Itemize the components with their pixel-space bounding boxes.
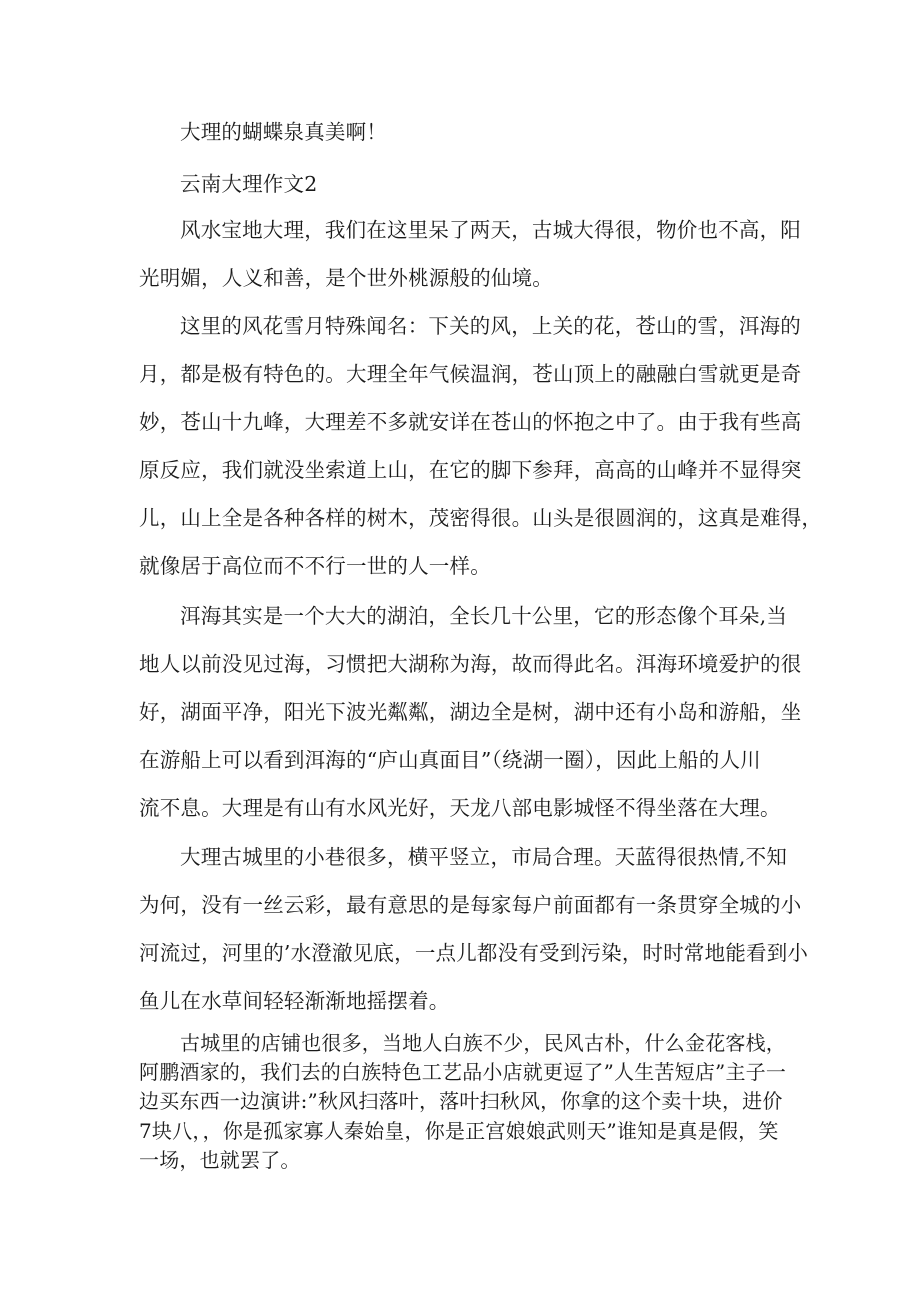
- text-line: 边买东西一边演讲:”秋风扫落叶，落叶扫秋风，你拿的这个卖十块，进价: [139, 1089, 783, 1114]
- paragraph: [139, 302, 823, 590]
- text-line: 一场，也就罢了。: [139, 1147, 301, 1172]
- text-line: 月，都是极有特色的。大理全年气候温润，苍山顶上的融融白雪就更是奇: [139, 362, 802, 386]
- text-line: 风水宝地大理，我们在这里呆了两天，古城大得很，物价也不高，阳: [180, 218, 801, 242]
- paragraph: [139, 592, 802, 832]
- text-line: 鱼儿在水草间轻轻渐渐地摇摆着。: [139, 989, 450, 1013]
- text-line: 在游船上可以看到洱海的“庐山真面目”（绕湖一圈），因此上船的人川: [139, 748, 761, 772]
- text-line: 妙，苍山十九峰，大理差不多就安详在苍山的怀抱之中了。由于我有些高: [139, 410, 802, 434]
- text-line: 光明媚，人义和善，是个世外桃源般的仙境。: [139, 266, 553, 290]
- paragraph: [139, 206, 799, 302]
- text-line: 流不息。大理是有山有水风光好，天龙八部电影城怪不得坐落在大理。: [139, 796, 781, 820]
- text-line: 河流过，河里的’水澄澈见底，一点儿都没有受到污染，时时常地能看到小: [139, 941, 809, 965]
- text-line: 这里的风花雪月特殊闻名：下关的风，上关的花，苍山的雪，洱海的: [180, 314, 801, 338]
- text-line: 儿，山上全是各种各样的树木，茂密得很。山头是很圆润的，这真是难得，: [139, 506, 823, 530]
- text-line: 就像居于高位而不不行一世的人一样。: [139, 554, 491, 578]
- text-line: 大理的蝴蝶泉真美啊！: [180, 120, 387, 144]
- paragraph: [139, 833, 809, 1025]
- text-line: 地人以前没见过海，习惯把大湖称为海，故而得此名。洱海环境爱护的很: [139, 652, 802, 676]
- text-line: 洱海其实是一个大大的湖泊，全长几十公里，它的形态像个耳朵,当: [180, 604, 788, 628]
- text-line: 好，湖面平净，阳光下波光粼粼，湖边全是树，湖中还有小岛和游船，坐: [139, 700, 802, 724]
- paragraph: [139, 1029, 799, 1175]
- text-line: 为何，没有一丝云彩，最有意思的是每家每户前面都有一条贯穿全城的小: [139, 893, 802, 917]
- text-line: 7块八，，你是孤家寡人秦始皇，你是正宫娘娘武则天”谁知是真是假，笑: [139, 1118, 779, 1143]
- text-line: 阿鹏酒家的，我们去的白族特色工艺品小店就更逗了”人生苦短店”主子一: [139, 1060, 787, 1085]
- text-line: 原反应，我们就没坐索道上山，在它的脚下参拜，高高的山峰并不显得突: [139, 458, 802, 482]
- section-heading: 云南大理作文2: [180, 172, 318, 196]
- text-line: 古城里的店铺也很多，当地人白族不少，民风古朴，什么金花客栈，: [180, 1031, 786, 1055]
- text-line: 大理古城里的小巷很多，横平竖立，市局合理。天蓝得很热情,不知: [180, 845, 788, 869]
